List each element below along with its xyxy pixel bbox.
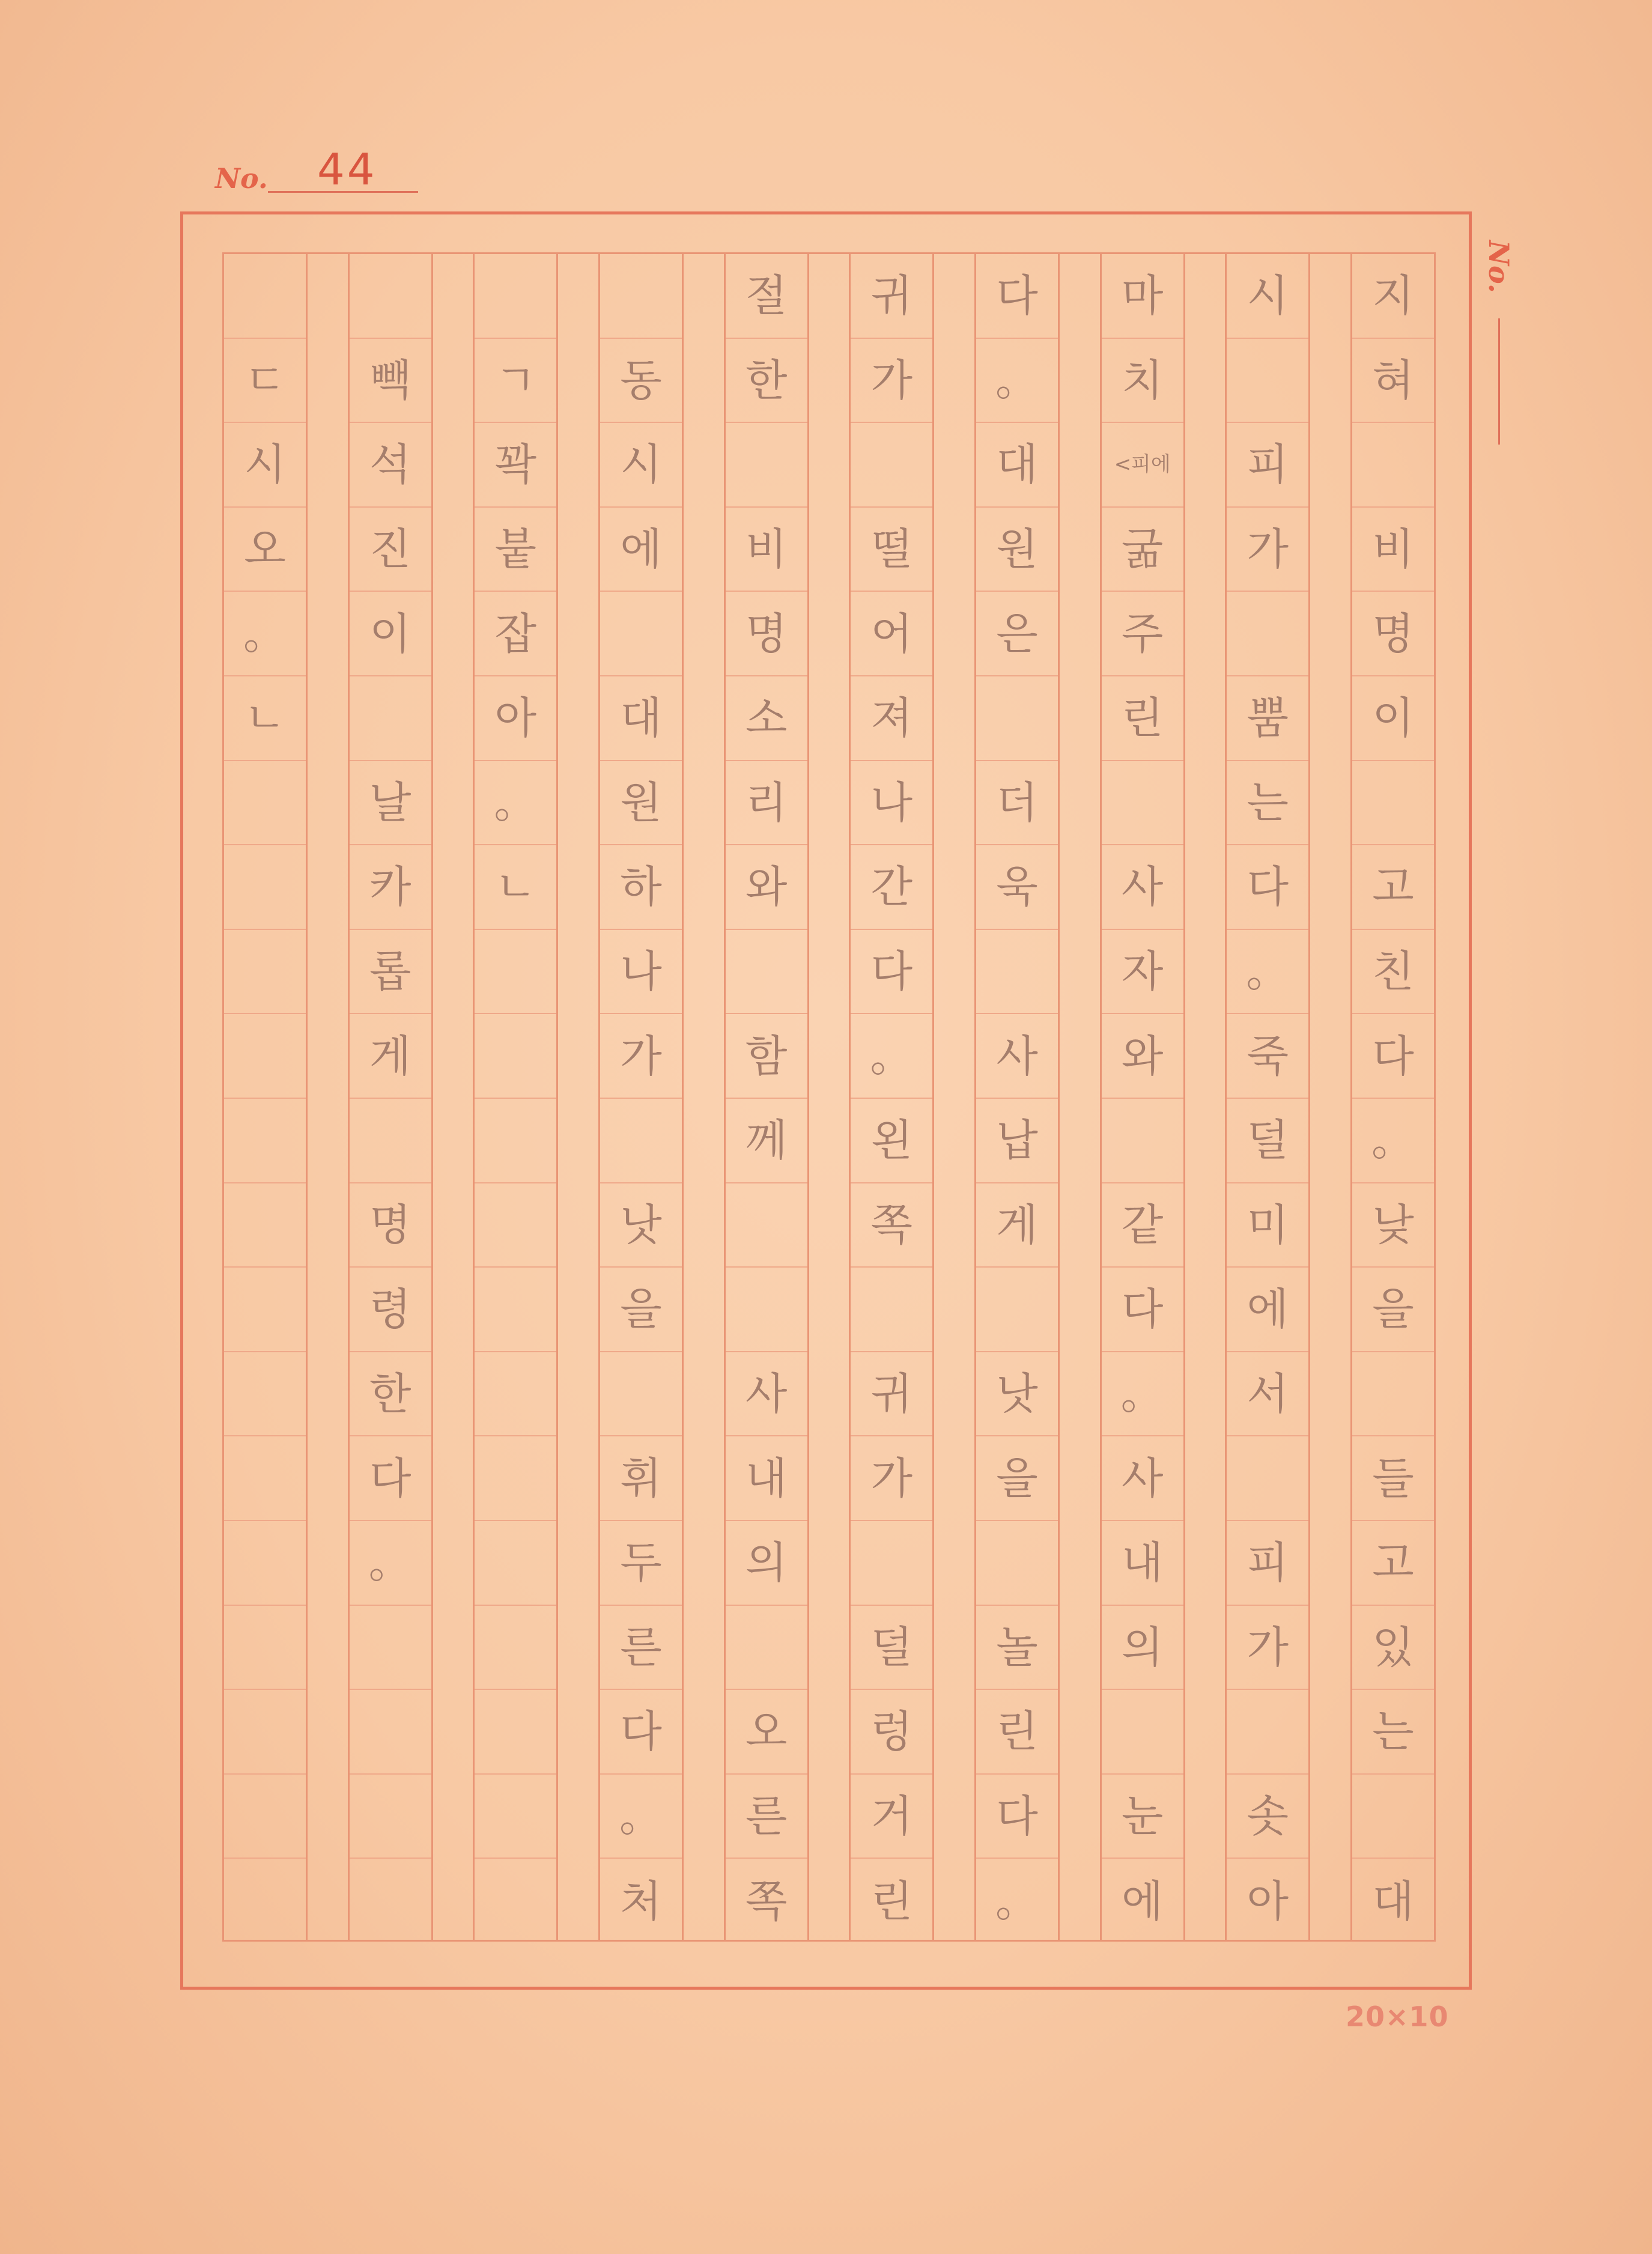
grid-cell: 간 (851, 845, 932, 930)
grid-cell: 시 (224, 423, 306, 508)
grid-cell: 대 (976, 423, 1058, 508)
grid-cell (1227, 1690, 1308, 1775)
grid-cell: 어 (851, 592, 932, 676)
grid-cell: 나 (851, 761, 932, 846)
grid-column (724, 254, 809, 1940)
grid-cell: 마 (1102, 254, 1183, 339)
grid-cell (1227, 339, 1308, 424)
grid-cell (600, 1099, 682, 1183)
grid-cell: 는 (1227, 761, 1308, 846)
grid-cell (475, 930, 556, 1015)
grid-cell (1227, 592, 1308, 676)
grid-column (473, 254, 558, 1940)
grid-cell: 비 (1352, 508, 1434, 592)
grid-cell: 절 (726, 254, 807, 339)
grid-cell: 사 (1102, 1436, 1183, 1521)
grid-cell: 카 (350, 845, 431, 930)
grid-cell: 덜 (1227, 1099, 1308, 1183)
grid-cell: 비 (726, 508, 807, 592)
grid-cell: 와 (726, 845, 807, 930)
grid-cell (726, 1606, 807, 1690)
grid-cell (475, 1775, 556, 1859)
grid-cell: 시 (1227, 254, 1308, 339)
grid-cell: 의 (726, 1521, 807, 1606)
grid-cell: 죽 (1227, 1014, 1308, 1099)
grid-cell: 혀 (1352, 339, 1434, 424)
grid-cell: 아 (1247, 1876, 1289, 1927)
grid-cell (1102, 1690, 1183, 1775)
grid-cell: 다 (1227, 845, 1308, 930)
grid-cell: ㄱ (475, 339, 556, 424)
grid-cell: 리 (726, 761, 807, 846)
grid-cell: 두 (600, 1521, 682, 1606)
grid-cell: 지 (1352, 254, 1434, 339)
grid-cell (1102, 1099, 1183, 1183)
grid-cell: 치 (1102, 339, 1183, 424)
grid-cell: 가 (1227, 508, 1308, 592)
grid-cell: 오 (224, 508, 306, 592)
grid-cell (726, 930, 807, 1015)
grid-cell: 져 (851, 676, 932, 761)
grid-cell (475, 1352, 556, 1437)
grid-cell: 대 (1372, 1876, 1414, 1927)
grid-cell (1227, 1436, 1308, 1521)
grid-cell (475, 1690, 556, 1775)
grid-cell (224, 845, 306, 930)
grid-cell: 눈 (1102, 1775, 1183, 1859)
grid-cell (851, 1521, 932, 1606)
grid-cell: 이 (350, 592, 431, 676)
grid-cell (350, 676, 431, 761)
grid-cell: 석 (350, 423, 431, 508)
grid-cell (976, 930, 1058, 1015)
grid-cell: 내 (726, 1436, 807, 1521)
grid-cell (224, 1859, 306, 1943)
grid-cell (1352, 1352, 1434, 1437)
grid-cell: 원 (976, 508, 1058, 592)
grid-cell: 빽 (350, 339, 431, 424)
grid-column (348, 254, 433, 1940)
grid-cell: ㄴ (224, 676, 306, 761)
grid-cell: 함 (726, 1014, 807, 1099)
grid-cell: 다 (976, 1775, 1058, 1859)
grid-cell: 들 (1352, 1436, 1434, 1521)
grid-cell: 을 (600, 1268, 682, 1352)
grid-cell: 날 (350, 761, 431, 846)
grid-cell (475, 1099, 556, 1183)
grid-cell: 에 (1121, 1876, 1164, 1927)
grid-cell: 거 (851, 1775, 932, 1859)
grid-cell: 린 (976, 1690, 1058, 1775)
grid-cell: 소 (726, 676, 807, 761)
grid-column (974, 254, 1060, 1940)
grid-cell (224, 1521, 306, 1606)
grid-cell: 른 (726, 1775, 807, 1859)
grid-cell: 명 (726, 592, 807, 676)
grid-cell (1352, 1775, 1434, 1859)
grid-cell: 다 (350, 1436, 431, 1521)
grid-cell: 욱 (976, 845, 1058, 930)
grid-cell: 낫 (600, 1183, 682, 1268)
grid-column (598, 254, 684, 1940)
grid-cell: 가 (851, 1436, 932, 1521)
grid-cell (224, 930, 306, 1015)
grid-cell (726, 1183, 807, 1268)
grid-cell: 나 (600, 930, 682, 1015)
grid-cell (350, 1859, 431, 1943)
grid-cell: 。 (995, 1876, 1039, 1927)
grid-column (1350, 254, 1436, 1940)
grid-cell: 낫 (976, 1352, 1058, 1437)
grid-cell: 。 (600, 1775, 682, 1859)
grid-cell: 명 (350, 1183, 431, 1268)
grid-cell (350, 1099, 431, 1183)
grid-cell: 롭 (350, 930, 431, 1015)
grid-cell: 진 (350, 508, 431, 592)
grid-cell (976, 676, 1058, 761)
grid-cell: 한 (350, 1352, 431, 1437)
grid-cell: <피에 (1102, 423, 1183, 508)
manuscript-grid (222, 252, 1436, 1942)
grid-cell: 오 (726, 1690, 807, 1775)
grid-cell: 。 (976, 339, 1058, 424)
grid-cell: 같 (1102, 1183, 1183, 1268)
grid-cell: 주 (1102, 592, 1183, 676)
grid-cell: 의 (1102, 1606, 1183, 1690)
grid-cell (224, 761, 306, 846)
grid-cell (224, 1690, 306, 1775)
grid-cell: 명 (1352, 592, 1434, 676)
grid-cell: 가 (1227, 1606, 1308, 1690)
grid-cell (475, 1268, 556, 1352)
grid-cell: 에 (600, 508, 682, 592)
grid-cell (475, 1859, 556, 1943)
grid-cell: 덜 (851, 1606, 932, 1690)
side-number-line (1498, 318, 1500, 445)
grid-cell: 처 (620, 1876, 662, 1927)
grid-cell: 。 (350, 1521, 431, 1606)
paper-size-mark: 20×10 (1346, 2000, 1449, 2033)
grid-cell: 동 (600, 339, 682, 424)
grid-column (1100, 254, 1185, 1940)
page-number-value: 44 (317, 144, 377, 195)
grid-cell (976, 1521, 1058, 1606)
grid-column (849, 254, 934, 1940)
grid-cell: 가 (851, 339, 932, 424)
grid-cell: 린 (1102, 676, 1183, 761)
grid-cell (1352, 761, 1434, 846)
grid-cell: 붙 (475, 508, 556, 592)
grid-cell: 。 (475, 761, 556, 846)
grid-cell (350, 1606, 431, 1690)
grid-cell: ㄴ (475, 845, 556, 930)
grid-cell: 다 (1102, 1268, 1183, 1352)
grid-cell: 원 (600, 761, 682, 846)
grid-cell: 。 (1227, 930, 1308, 1015)
grid-cell (726, 1268, 807, 1352)
grid-cell (475, 1521, 556, 1606)
page-number (215, 144, 419, 198)
grid-cell (224, 1183, 306, 1268)
grid-cell: 서 (1227, 1352, 1308, 1437)
grid-cell: 하 (600, 845, 682, 930)
grid-cell: 다 (851, 930, 932, 1015)
grid-column (1225, 254, 1310, 1940)
grid-cell (224, 1436, 306, 1521)
grid-cell (851, 1268, 932, 1352)
grid-cell (224, 1099, 306, 1183)
grid-cell: 귀 (851, 254, 932, 339)
grid-cell: 납 (976, 1099, 1058, 1183)
grid-cell: 사 (976, 1014, 1058, 1099)
grid-cell: 께 (726, 1099, 807, 1183)
grid-cell: 왼 (851, 1099, 932, 1183)
grid-cell: 다 (1352, 1014, 1434, 1099)
grid-cell: 와 (1102, 1014, 1183, 1099)
grid-cell: 고 (1352, 845, 1434, 930)
grid-cell: 휘 (600, 1436, 682, 1521)
grid-cell (224, 1352, 306, 1437)
grid-cell: 다 (976, 254, 1058, 339)
grid-cell: 굶 (1102, 508, 1183, 592)
grid-cell: 。 (1102, 1352, 1183, 1437)
grid-cell: 친 (1352, 930, 1434, 1015)
grid-cell: 령 (350, 1268, 431, 1352)
grid-cell (851, 423, 932, 508)
grid-cell: 있 (1352, 1606, 1434, 1690)
grid-cell: 을 (976, 1436, 1058, 1521)
grid-cell: 시 (600, 423, 682, 508)
grid-cell (224, 254, 306, 339)
grid-cell: 은 (976, 592, 1058, 676)
grid-cell (976, 1268, 1058, 1352)
grid-cell: 른 (600, 1606, 682, 1690)
grid-cell: 솟 (1227, 1775, 1308, 1859)
grid-cell (726, 423, 807, 508)
grid-cell: 게 (350, 1014, 431, 1099)
grid-cell (224, 1268, 306, 1352)
grid-cell (475, 1436, 556, 1521)
grid-cell: 렁 (851, 1690, 932, 1775)
grid-cell: 한 (726, 339, 807, 424)
grid-cell: ㄷ (224, 339, 306, 424)
grid-cell: 귀 (851, 1352, 932, 1437)
grid-cell: 피 (1227, 1521, 1308, 1606)
grid-cell: 쪽 (745, 1876, 788, 1927)
grid-cell: 뿜 (1227, 676, 1308, 761)
grid-cell: 더 (976, 761, 1058, 846)
side-number-label (1485, 228, 1521, 445)
grid-cell (350, 1690, 431, 1775)
grid-cell: 자 (1102, 930, 1183, 1015)
grid-cell: 에 (1227, 1268, 1308, 1352)
grid-cell: 。 (1352, 1099, 1434, 1183)
grid-cell (475, 1014, 556, 1099)
grid-column (222, 254, 308, 1940)
grid-cell: 을 (1352, 1268, 1434, 1352)
grid-cell (600, 592, 682, 676)
grid-cell: 대 (600, 676, 682, 761)
grid-cell (224, 1775, 306, 1859)
grid-cell: 떨 (851, 508, 932, 592)
grid-cell: 낮 (1352, 1183, 1434, 1268)
grid-cell: 내 (1102, 1521, 1183, 1606)
grid-cell (475, 1606, 556, 1690)
grid-cell: 이 (1352, 676, 1434, 761)
grid-cell (224, 1014, 306, 1099)
grid-cell (1102, 761, 1183, 846)
grid-cell (350, 1775, 431, 1859)
grid-cell (224, 1606, 306, 1690)
grid-cell: 놀 (976, 1606, 1058, 1690)
grid-cell: 가 (600, 1014, 682, 1099)
grid-cell (1352, 423, 1434, 508)
grid-cell: 잡 (475, 592, 556, 676)
grid-cell (475, 1183, 556, 1268)
grid-cell: 미 (1227, 1183, 1308, 1268)
grid-cell: 사 (726, 1352, 807, 1437)
grid-cell: 고 (1352, 1521, 1434, 1606)
grid-cell: 。 (224, 592, 306, 676)
grid-cell (350, 254, 431, 339)
grid-cell: 게 (976, 1183, 1058, 1268)
grid-cell: 피 (1227, 423, 1308, 508)
grid-cell: 사 (1102, 845, 1183, 930)
grid-cell: 린 (870, 1876, 913, 1927)
grid-cell: 아 (475, 676, 556, 761)
grid-cell: 쪽 (851, 1183, 932, 1268)
grid-cell (600, 1352, 682, 1437)
grid-cell: 다 (600, 1690, 682, 1775)
grid-cell (600, 254, 682, 339)
grid-cell: 。 (851, 1014, 932, 1099)
side-number-prefix: No. (1483, 240, 1515, 293)
page-number-prefix: No. (215, 162, 268, 195)
grid-cell (475, 254, 556, 339)
grid-cell: 는 (1352, 1690, 1434, 1775)
grid-cell: 꽉 (475, 423, 556, 508)
